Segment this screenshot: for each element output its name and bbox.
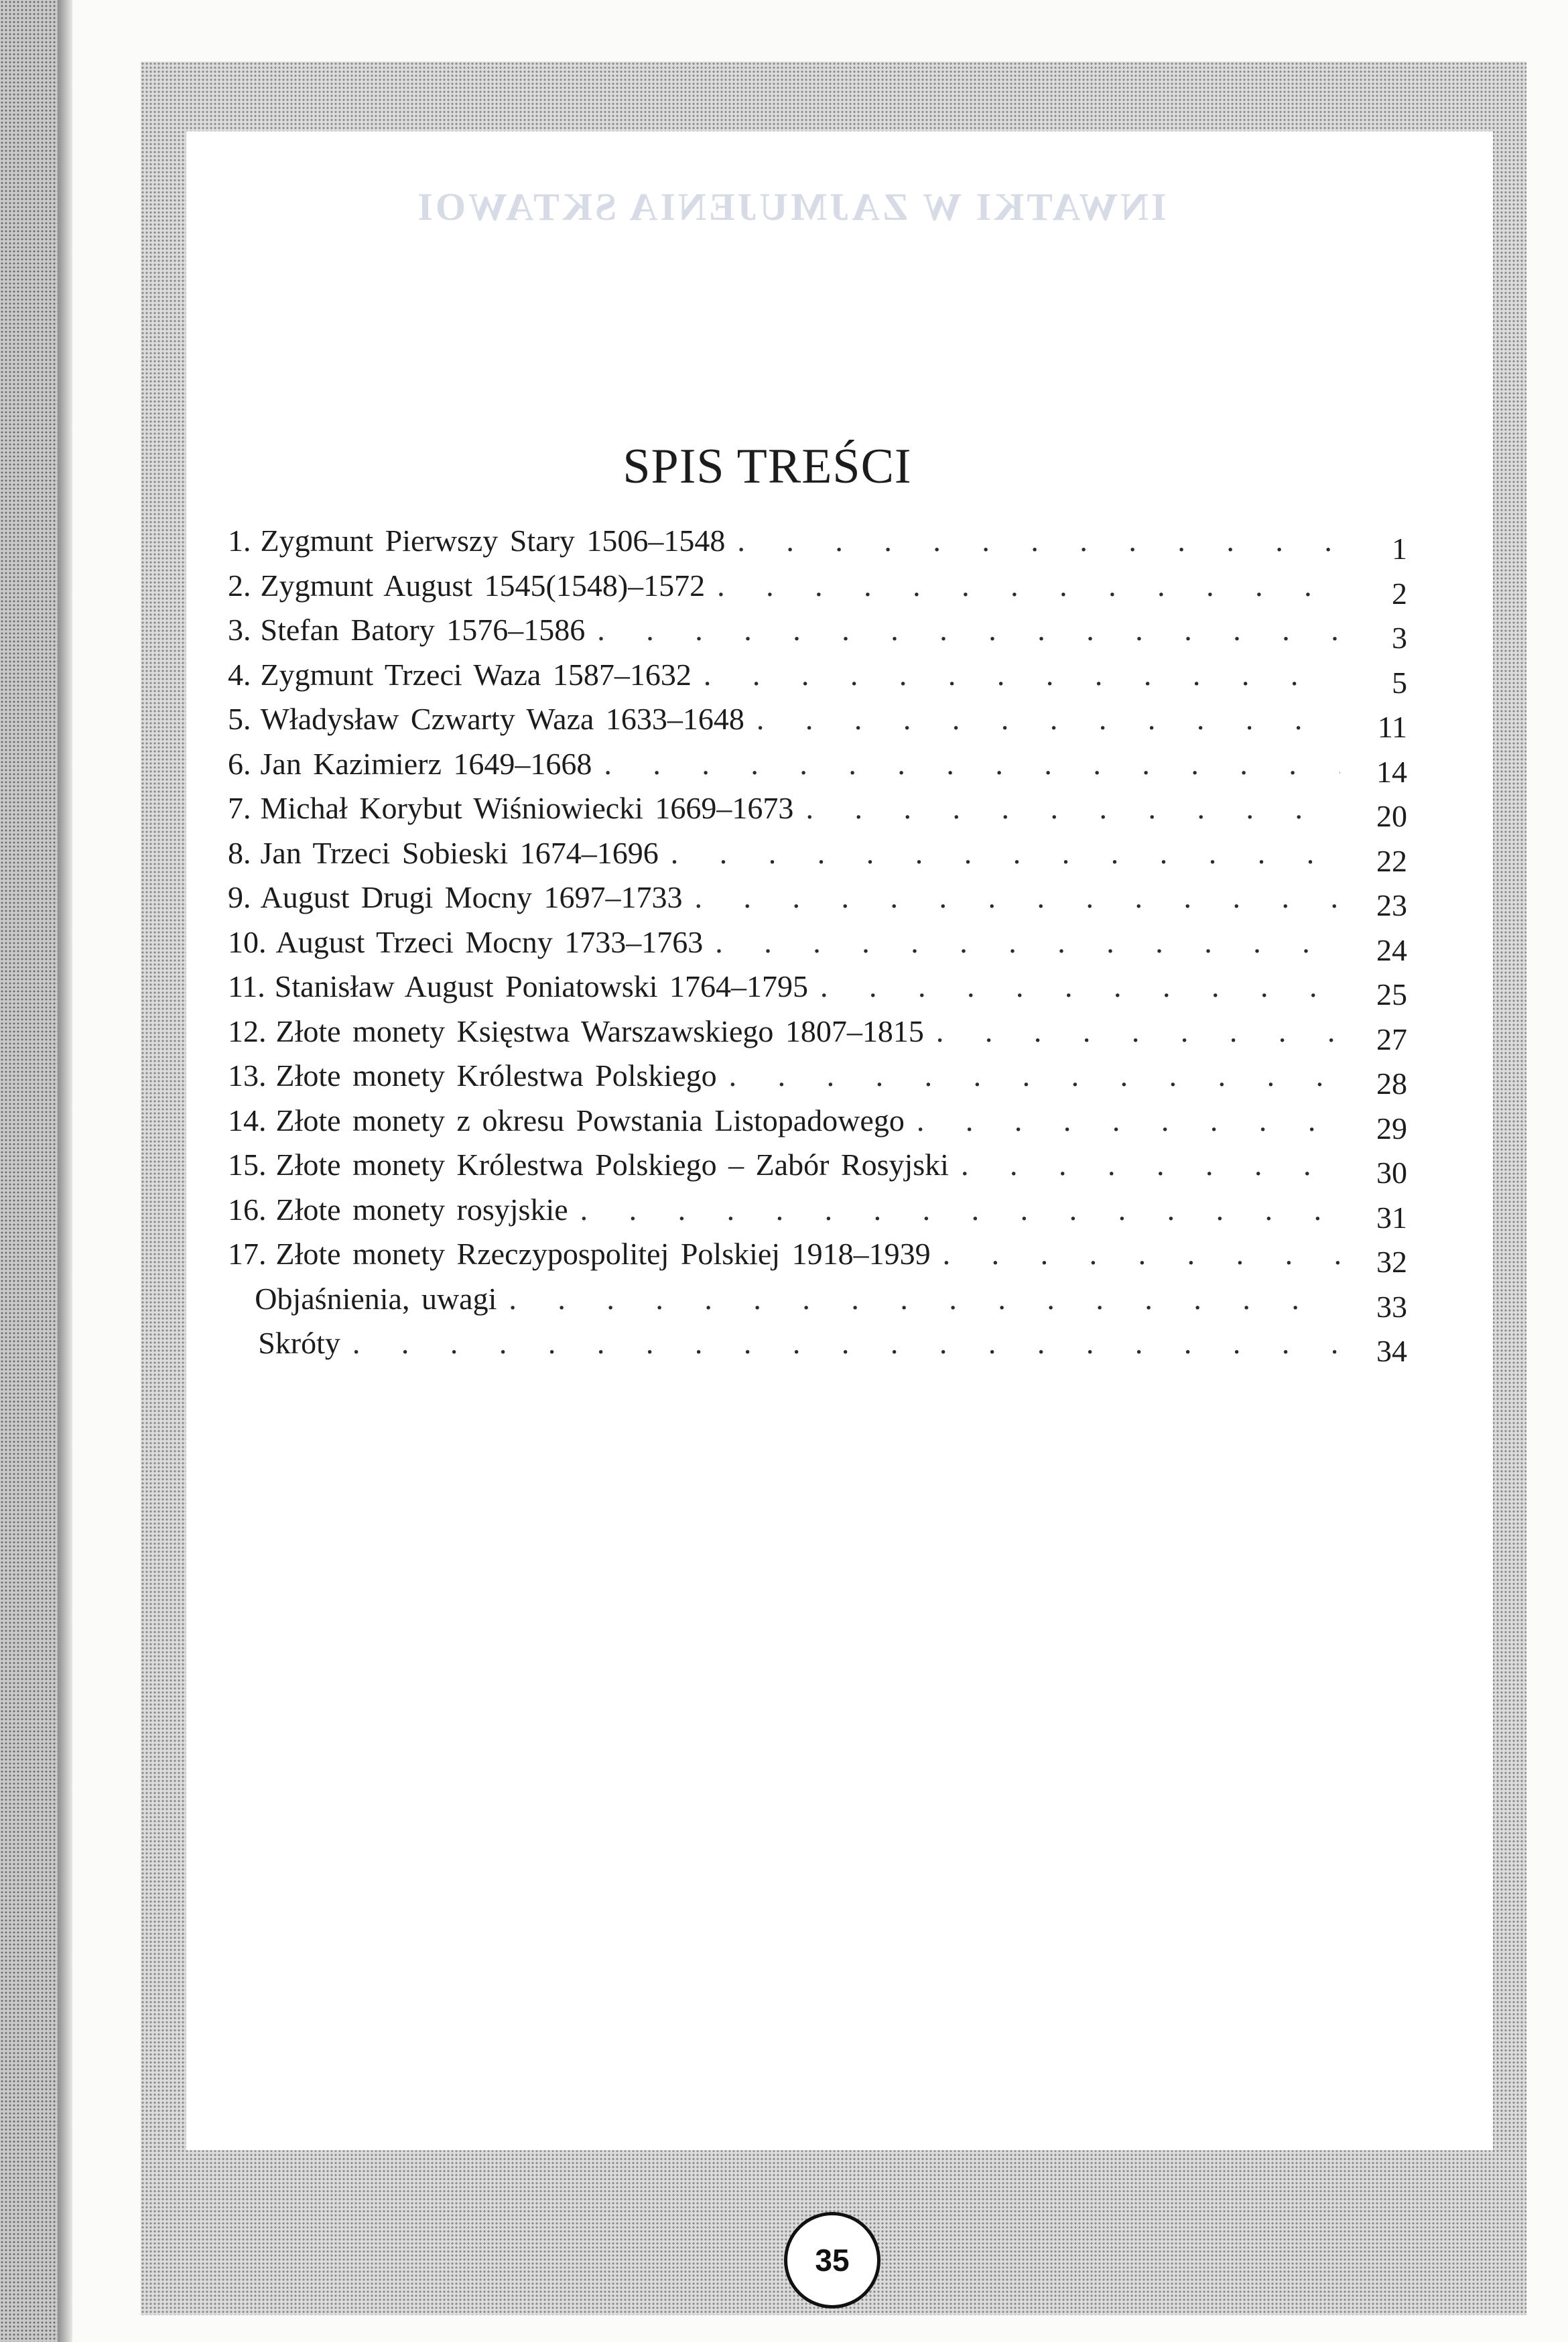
toc-entry-label: August Trzeci Mocny 1733–1763 <box>275 924 704 959</box>
dot-leader <box>729 1058 1340 1093</box>
toc-entry-number: 6. <box>228 746 251 781</box>
toc-entry-number: 11. <box>228 969 265 1003</box>
dot-leader <box>715 924 1340 960</box>
toc-entry-7[interactable] <box>228 790 1407 835</box>
toc-entry-label: Skróty <box>258 1326 340 1360</box>
dot-leader <box>509 1281 1340 1316</box>
toc-entry-number: 8. <box>228 835 251 870</box>
toc-entry-label: Zygmunt Pierwszy Stary 1506–1548 <box>260 523 726 558</box>
toc-entry-page: 34 <box>1376 1334 1407 1368</box>
dot-leader <box>352 1325 1340 1361</box>
toc-entry-page: 23 <box>1376 888 1407 922</box>
toc-entry-1[interactable] <box>228 523 1407 568</box>
toc-entry-number: 12. <box>228 1013 267 1048</box>
toc-entry-label: August Drugi Mocny 1697–1733 <box>260 880 683 914</box>
toc-entry-label: Jan Kazimierz 1649–1668 <box>260 746 592 781</box>
toc-entry-number: 15. <box>228 1148 267 1182</box>
toc-entry-number: 13. <box>228 1058 267 1093</box>
toc-entry-label: Złote monety Rzeczypospolitej Polskiej 1918–1939 <box>275 1237 931 1271</box>
toc-entry-notes[interactable] <box>228 1281 1407 1326</box>
toc-entry-number: 10. <box>228 924 267 959</box>
toc-entry-number: 16. <box>228 1192 267 1227</box>
toc-entry-page: 22 <box>1376 843 1407 878</box>
table-of-contents <box>228 523 1407 1370</box>
toc-entry-10[interactable] <box>228 924 1407 969</box>
toc-entry-abbreviations[interactable] <box>228 1325 1407 1370</box>
toc-entry-page: 5 <box>1392 665 1407 700</box>
toc-entry-label: Objaśnienia, uwagi <box>255 1281 497 1316</box>
toc-entry-page: 2 <box>1392 576 1407 611</box>
dot-leader <box>936 1013 1340 1049</box>
toc-entry-11[interactable] <box>228 969 1407 1013</box>
toc-entry-14[interactable] <box>228 1103 1407 1148</box>
toc-entry-number: 3. <box>228 613 251 647</box>
dot-leader <box>604 746 1340 782</box>
toc-entry-label: Michał Korybut Wiśniowiecki 1669–1673 <box>260 791 794 825</box>
toc-entry-page: 20 <box>1376 799 1407 833</box>
dot-leader <box>695 879 1340 915</box>
toc-entry-label: Stefan Batory 1576–1586 <box>260 613 586 647</box>
dot-leader <box>704 657 1340 692</box>
toc-entry-16[interactable] <box>228 1192 1407 1237</box>
toc-entry-number: 1. <box>228 523 251 558</box>
toc-entry-number: 17. <box>228 1237 267 1271</box>
toc-entry-6[interactable] <box>228 746 1407 791</box>
toc-entry-label: Złote monety z okresu Powstania Listopadowego <box>275 1103 905 1137</box>
dot-leader <box>671 835 1340 871</box>
dot-leader <box>597 612 1340 648</box>
toc-entry-number: 14. <box>228 1103 267 1137</box>
toc-entry-label: Władysław Czwarty Waza 1633–1648 <box>260 702 744 736</box>
toc-entry-2[interactable] <box>228 568 1407 613</box>
toc-entry-page: 3 <box>1392 621 1407 655</box>
dot-leader <box>943 1236 1340 1272</box>
toc-entry-page: 24 <box>1376 932 1407 967</box>
bleed-through-text: INWATKI W ZAJMUJENIA SKTAWOI <box>415 185 1167 229</box>
toc-entry-page: 27 <box>1376 1022 1407 1056</box>
toc-entry-13[interactable] <box>228 1058 1407 1103</box>
toc-entry-number: 9. <box>228 880 251 914</box>
toc-entry-page: 33 <box>1376 1289 1407 1324</box>
toc-entry-page: 25 <box>1376 977 1407 1011</box>
toc-entry-page: 30 <box>1376 1156 1407 1190</box>
dot-leader <box>961 1147 1340 1182</box>
toc-entry-page: 14 <box>1376 754 1407 789</box>
toc-entry-label: Złote monety rosyjskie <box>275 1192 568 1227</box>
dot-leader <box>757 701 1340 737</box>
toc-entry-page: 32 <box>1376 1245 1407 1279</box>
toc-entry-page: 1 <box>1392 532 1407 566</box>
toc-entry-number: 4. <box>228 657 251 692</box>
spine-shadow <box>58 0 72 2342</box>
page-title: SPIS TREŚCI <box>623 439 912 494</box>
toc-entry-page: 31 <box>1376 1200 1407 1235</box>
toc-entry-3[interactable] <box>228 612 1407 657</box>
dot-leader <box>805 790 1340 826</box>
toc-entry-label: Zygmunt August 1545(1548)–1572 <box>260 568 706 603</box>
toc-entry-label: Złote monety Królestwa Polskiego <box>275 1058 717 1093</box>
toc-entry-number: 5. <box>228 702 251 736</box>
toc-entry-4[interactable] <box>228 657 1407 702</box>
toc-entry-9[interactable] <box>228 879 1407 924</box>
toc-entry-page: 11 <box>1377 710 1407 744</box>
toc-entry-page: 28 <box>1376 1066 1407 1101</box>
toc-entry-17[interactable] <box>228 1236 1407 1281</box>
toc-entry-12[interactable] <box>228 1013 1407 1058</box>
toc-entry-label: Zygmunt Trzeci Waza 1587–1632 <box>260 657 692 692</box>
dot-leader <box>737 523 1340 558</box>
toc-entry-number: 7. <box>228 791 251 825</box>
toc-entry-15[interactable] <box>228 1147 1407 1192</box>
toc-entry-8[interactable] <box>228 835 1407 880</box>
toc-entry-label: Złote monety Księstwa Warszawskiego 1807–1815 <box>275 1013 924 1048</box>
toc-entry-5[interactable] <box>228 701 1407 746</box>
page-number-badge: 35 <box>784 2212 880 2308</box>
toc-entry-page: 29 <box>1376 1111 1407 1146</box>
toc-entry-label: Jan Trzeci Sobieski 1674–1696 <box>260 835 659 870</box>
dot-leader <box>580 1192 1340 1227</box>
dot-leader <box>717 568 1340 603</box>
toc-entry-number: 2. <box>228 568 251 603</box>
dot-leader <box>917 1103 1340 1138</box>
toc-entry-label: Stanisław August Poniatowski 1764–1795 <box>274 969 809 1003</box>
toc-entry-label: Złote monety Królestwa Polskiego – Zabór Rosyjski <box>275 1148 949 1182</box>
dot-leader <box>820 969 1340 1004</box>
